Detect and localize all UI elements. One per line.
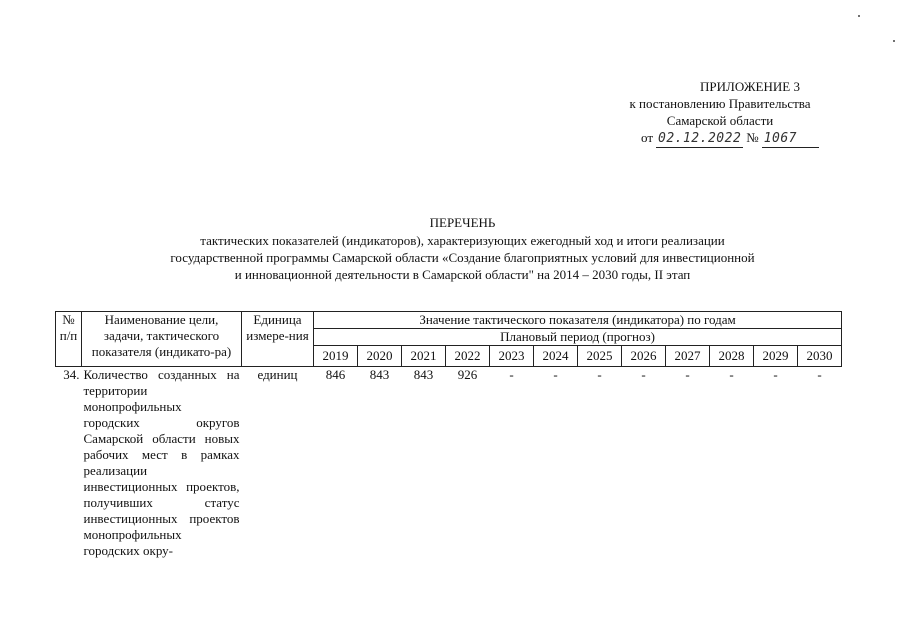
number-label: № bbox=[746, 130, 759, 145]
year-2022: 2022 bbox=[446, 346, 490, 367]
appendix-region: Самарской области bbox=[666, 113, 774, 128]
handwritten-number: 1067 bbox=[762, 130, 819, 148]
from-label: от bbox=[640, 130, 653, 145]
row-unit: единиц bbox=[257, 367, 298, 382]
heading-line-3: и инновационной деятельности в Самарской области" на 2014 – 2030 годы, II этап bbox=[234, 267, 691, 282]
year-2023: 2023 bbox=[490, 346, 534, 367]
year-2026: 2026 bbox=[622, 346, 666, 367]
year-2025: 2025 bbox=[578, 346, 622, 367]
header-unit: Единица измере-ния bbox=[242, 312, 314, 367]
appendix-resolution: к постановлению Правительства bbox=[629, 96, 811, 111]
value-2025: - bbox=[597, 367, 602, 382]
row-indicator-name: Количество созданных на территории монопрофильных городских округов Самарской области новых рабочих мест в рамках реализации инвестиционных проектов, получивших статус инвестиционных проектов монопрофильных городских окру- bbox=[83, 367, 240, 558]
year-2024: 2024 bbox=[534, 346, 578, 367]
indicators-table bbox=[55, 311, 842, 559]
value-2027: - bbox=[685, 367, 690, 382]
year-2029: 2029 bbox=[754, 346, 798, 367]
scan-speck bbox=[858, 15, 860, 17]
year-2030: 2030 bbox=[798, 346, 842, 367]
document-heading bbox=[90, 214, 835, 283]
heading-line-2: государственной программы Самарской области «Создание благоприятных условий для инвестиционной bbox=[170, 250, 755, 265]
year-2027: 2027 bbox=[666, 346, 710, 367]
year-2019: 2019 bbox=[314, 346, 358, 367]
value-2019: 846 bbox=[325, 367, 346, 382]
year-2020: 2020 bbox=[358, 346, 402, 367]
heading-line-1: тактических показателей (индикаторов), характеризующих ежегодный ход и итоги реализации bbox=[200, 233, 725, 248]
handwritten-date: 02.12.2022 bbox=[658, 131, 742, 146]
value-2020: 843 bbox=[369, 367, 390, 382]
appendix-block bbox=[600, 78, 840, 148]
table-row bbox=[56, 367, 842, 560]
appendix-date-number bbox=[641, 129, 819, 148]
header-name: Наименование цели, задачи, тактического показателя (индикато-ра) bbox=[82, 312, 242, 367]
value-2029: - bbox=[773, 367, 778, 382]
value-2022: 926 bbox=[457, 367, 478, 382]
header-number: № п/п bbox=[56, 312, 82, 367]
heading-title: ПЕРЕЧЕНЬ bbox=[429, 215, 496, 230]
scan-speck bbox=[893, 40, 895, 42]
year-2021: 2021 bbox=[402, 346, 446, 367]
value-2028: - bbox=[729, 367, 734, 382]
appendix-title: ПРИЛОЖЕНИЕ 3 bbox=[700, 79, 800, 94]
value-2023: - bbox=[509, 367, 514, 382]
header-values: Значение тактического показателя (индикатора) по годам bbox=[314, 312, 842, 329]
header-plan-period: Плановый период (прогноз) bbox=[314, 329, 842, 346]
value-2024: - bbox=[553, 367, 558, 382]
year-2028: 2028 bbox=[710, 346, 754, 367]
row-number: 34. bbox=[63, 367, 80, 382]
value-2021: 843 bbox=[413, 367, 434, 382]
value-2030: - bbox=[817, 367, 822, 382]
value-2026: - bbox=[641, 367, 646, 382]
